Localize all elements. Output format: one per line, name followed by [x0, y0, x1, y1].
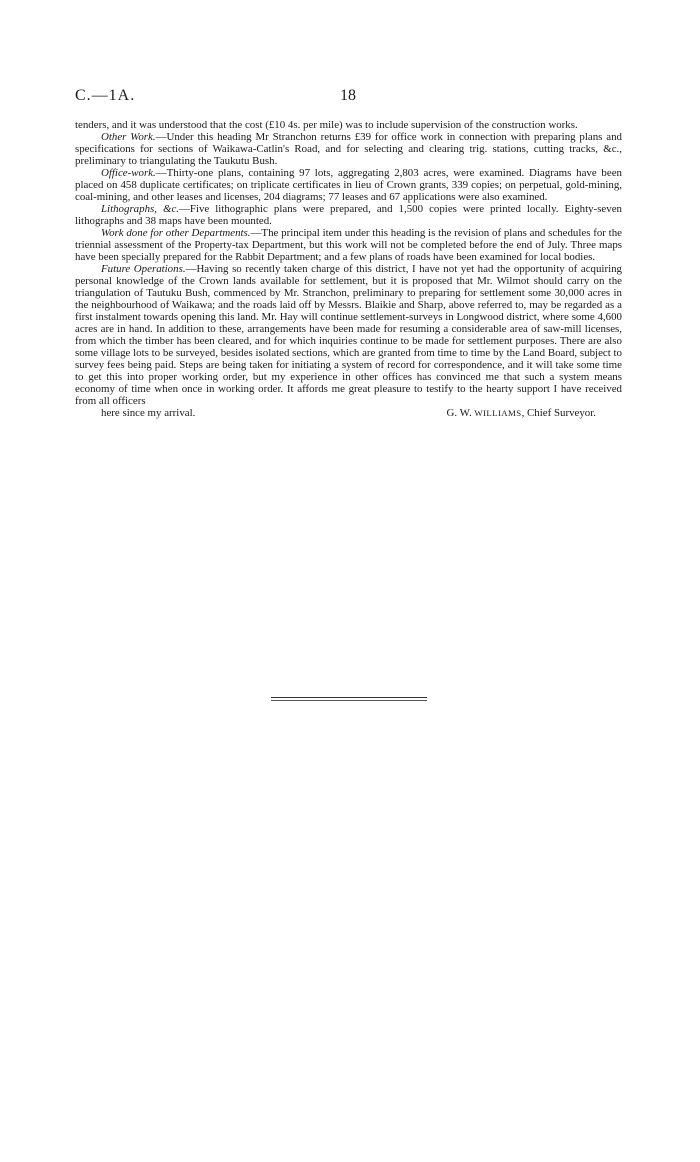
paragraph-heading: Work done for other Departments. [101, 227, 251, 239]
closing-line [75, 407, 622, 419]
paragraph-heading: Future Operations. [101, 263, 186, 275]
paragraph-heading: Office-work. [101, 167, 156, 179]
paragraph-other-work [75, 131, 622, 167]
paragraph-text: tenders, and it was understood that the cost (£10 4s. per mile) was to include supervision of the construction works. [75, 119, 578, 131]
report-body [75, 119, 622, 419]
paragraph-other-departments [75, 227, 622, 263]
document-reference: C.—1A. [75, 87, 136, 104]
paragraph-text: —Having so recently taken charge of this district, I have not yet had the opportunity of acquiring personal knowledge of the Crown lands available for settlement, but it is proposed that Mr. Wilmot should carry on the triangulation of Tautuku Bush, commenced by Mr. Stranchon, preliminary to preparing for settlement some 30,000 acres in the neighbourhood of Waikawa; and the roads laid off by Messrs. Blaikie and Sharp, above referred to, may be regarded as a first instalment towards opening this land. Mr. Hay will continue settlement-surveys in Longwood district, where some 4,600 acres are in hand. In addition to these, arrangements have been made for resuming a considerable area of saw-mill licenses, from which the timber has been cleared, and for which inquiries continue to be made for settlement purposes. There are also some village lots to be surveyed, besides isolated sections, which are granted from time to time by the Land Board, subject to survey fees being paid. Steps are being taken for initiating a system of record for correspondence, and it will take some time to get this into proper working order, but my experience in other offices has convinced me that such a system means economy of time when once in working order. It affords me great pleasure to testify to the hearty support I have received from all officers [75, 263, 622, 407]
page-header [75, 87, 625, 107]
paragraph-text: —The principal item under this heading is the revision of plans and schedules for the triennial assessment of the Property-tax Department, but this work will not be completed before the end of July. Three maps have been specially prepared for the Rabbit Department; and a few plans of roads have been examined for local bodies. [75, 227, 622, 263]
signature [421, 407, 596, 419]
rule-line [271, 697, 427, 698]
page-number: 18 [340, 87, 356, 104]
paragraph-text: —Under this heading Mr Stranchon returns £39 for office work in connection with preparing plans and specifications for sections of Waikawa-Catlin's Road, and for selecting and clearing trig. stations, cutting tracks, &c., preliminary to triangulating the Taukutu Bush. [75, 131, 622, 167]
signature-title: , Chief Surveyor. [521, 407, 596, 419]
paragraph-text: —Thirty-one plans, containing 97 lots, aggregating 2,803 acres, were examined. Diagrams have been placed on 458 duplicate certificates; on triplicate certificates in lieu of Crown grants, 339 copies; on perpetual, gold-mining, coal-mining, and other leases and licenses, 204 diagrams; 77 leases and 67 applications were also examined. [75, 167, 622, 203]
paragraph-future-operations [75, 263, 622, 407]
closing-text: here since my arrival. [101, 407, 196, 419]
paragraph-heading: Other Work. [101, 131, 156, 143]
paragraph-heading: Lithographs, &c. [101, 203, 180, 215]
paragraph-text: —Five lithographic plans were prepared, and 1,500 copies were printed locally. Eighty-seven lithographs and 38 maps have been mounted. [75, 203, 622, 227]
signature-surname: WILLIAMS [474, 408, 522, 418]
signature-initials: G. W. [446, 407, 475, 419]
paragraph-lithographs [75, 203, 622, 227]
paragraph-construction-cost [75, 119, 622, 131]
end-rule-divider [271, 697, 427, 703]
paragraph-office-work [75, 167, 622, 203]
rule-line [271, 700, 427, 701]
